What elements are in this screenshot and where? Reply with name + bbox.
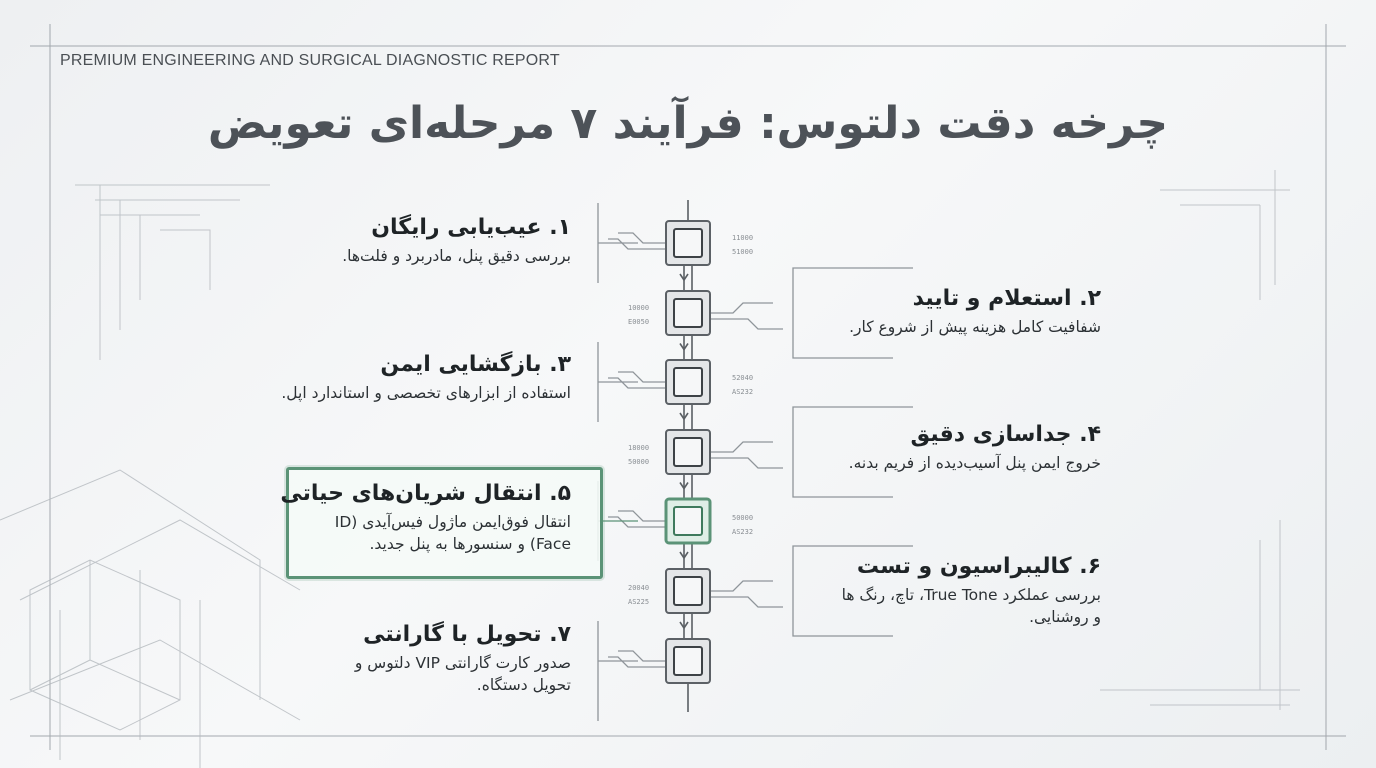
step-3 (271, 350, 571, 404)
step-7 (321, 620, 571, 696)
chip-code-label: 20040 (628, 584, 650, 592)
trace (608, 517, 666, 527)
step-2 (811, 284, 1101, 338)
chip-inner (674, 507, 702, 535)
step-7-title: ۷. تحویل با گارانتی (363, 622, 571, 647)
chip-inner (674, 438, 702, 466)
step-5-title: ۵. انتقال شریان‌های حیاتی (280, 481, 571, 506)
step-2-title: ۲. استعلام و تایید (912, 286, 1101, 311)
chip-code-label: AS225 (628, 598, 650, 606)
chip-code-label: AS232 (732, 528, 754, 536)
trace (618, 372, 666, 382)
chip-inner (674, 368, 702, 396)
chip-code-label: 51000 (732, 248, 754, 256)
step-7-desc: صدور کارت گارانتی VIP دلتوس و تحویل دستگاه. (354, 654, 571, 694)
step-5 (280, 479, 571, 555)
trace-bracket (598, 621, 638, 721)
step-3-desc: استفاده از ابزارهای تخصصی و استاندارد اپل. (281, 384, 571, 402)
chip-inner (674, 229, 702, 257)
trace (618, 651, 666, 661)
trace (608, 378, 666, 388)
chip-code-label: 52040 (732, 374, 754, 382)
trace (710, 303, 773, 313)
step-4 (801, 420, 1101, 474)
trace (710, 458, 783, 468)
step-6 (841, 552, 1101, 628)
step-6-desc: بررسی عملکرد True Tone، تاچ، رنگ ها و روشنایی. (841, 586, 1101, 626)
trace (710, 319, 783, 329)
trace (710, 597, 783, 607)
chip-code-label: 50000 (732, 514, 754, 522)
page-title: چرخه دقت دلتوس: فرآیند ۷ مرحله‌ای تعویض (207, 98, 1169, 149)
trace (710, 581, 773, 591)
report-header-label: PREMIUM ENGINEERING AND SURGICAL DIAGNOSTIC REPORT (60, 52, 560, 69)
trace-bracket (598, 481, 638, 561)
chip-code-label: 50000 (628, 458, 650, 466)
step-4-desc: خروج ایمن پنل آسیب‌دیده از فریم بدنه. (848, 454, 1101, 472)
step-5-desc: انتقال فوق‌ایمن ماژول فیس‌آیدی (ID Face) و سنسورها به پنل جدید. (334, 513, 571, 553)
trace-bracket (598, 342, 638, 422)
chip-code-label: 11000 (732, 234, 754, 242)
chip-code-label: AS232 (732, 388, 754, 396)
chip-code-label: 10000 (628, 304, 650, 312)
trace (608, 239, 666, 249)
chip-inner (674, 647, 702, 675)
chip-code-label: E0050 (628, 318, 650, 326)
trace (608, 657, 666, 667)
chip-inner (674, 299, 702, 327)
chip-code-label: 18000 (628, 444, 650, 452)
step-1-title: ۱. عیب‌یابی رایگان (371, 215, 571, 240)
step-3-title: ۳. بازگشایی ایمن (380, 352, 571, 377)
step-1 (321, 213, 571, 267)
step-4-title: ۴. جداسازی دقیق (910, 422, 1101, 447)
step-6-title: ۶. کالیبراسیون و تست (856, 554, 1101, 579)
step-1-desc: بررسی دقیق پنل، مادربرد و فلت‌ها. (342, 247, 571, 265)
step-2-desc: شفافیت کامل هزینه پیش از شروع کار. (849, 318, 1101, 336)
trace (710, 442, 773, 452)
chip-inner (674, 577, 702, 605)
trace-bracket (598, 203, 638, 283)
trace (618, 233, 666, 243)
trace (618, 511, 666, 521)
